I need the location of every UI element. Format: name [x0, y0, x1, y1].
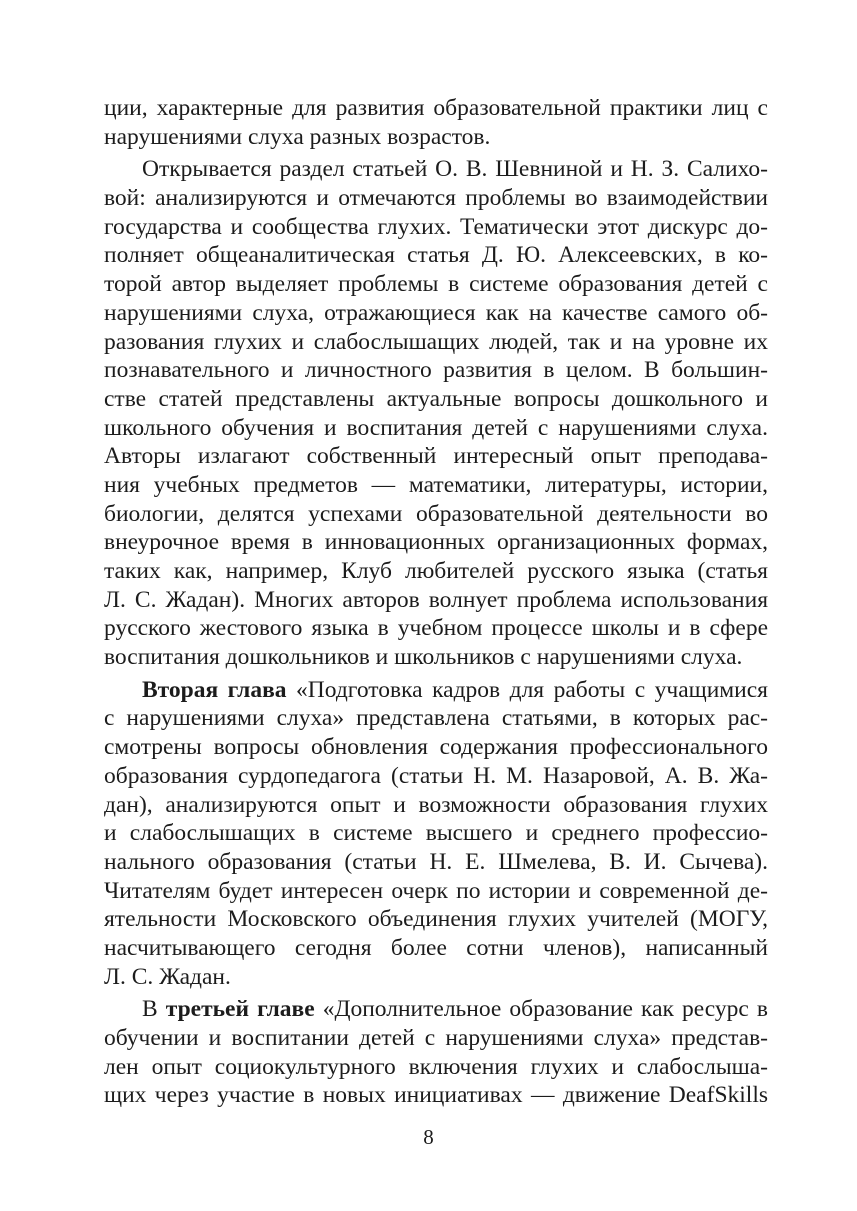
text-line: нарушениями слуха, отражающиеся как на качестве самого об-: [104, 299, 768, 326]
text-line: стве статей представлены актуальные вопросы дошкольного и: [104, 385, 768, 412]
text-line: полняет общеаналитическая статья Д. Ю. Алексеевских, в ко-: [104, 242, 768, 269]
text-line: ции, характерные для развития образовательной практики лиц с: [104, 95, 768, 121]
text-line: таких как, например, Клуб любителей русского языка (статья: [104, 558, 768, 584]
text-line: Открывается раздел статьей О. В. Шевниной и Н. З. Салихо-: [142, 156, 768, 183]
text-run: В: [142, 996, 166, 1023]
text-line: нального образования (статьи Н. Е. Шмелева, В. И. Сычева).: [104, 848, 768, 875]
text-line: русского жестового языка в учебном процессе школы и в сфере: [104, 615, 768, 642]
body-text: [104, 94, 768, 1110]
paragraph: [104, 155, 768, 671]
text-line: и слабослышащих в системе высшего и среднего профессио-: [104, 820, 768, 847]
paragraph: [104, 94, 768, 151]
text-line: торой автор выделяет проблемы в системе образования детей с: [104, 271, 768, 298]
text-line: нарушениями слуха разных возрастов.: [104, 123, 491, 150]
text-line: разования глухих и слабослышащих людей, так и на уровне их: [104, 328, 768, 355]
text-line: с нарушениями слуха» представлена статьями, в которых рас-: [104, 705, 768, 732]
text-line: смотрены вопросы обновления содержания профессионального: [104, 734, 768, 761]
text-line: [104, 995, 768, 1024]
text-line: вой: анализируются и отмечаются проблемы во взаимодействии: [104, 185, 768, 212]
text-run: «Подготовка кадров для работы с учащимися: [286, 676, 768, 703]
paragraph: [104, 995, 768, 1110]
text-line: Л. С. Жадан). Многих авторов волнует проблема использования: [104, 586, 768, 613]
text-run: «Дополнительное образование как ресурс в: [314, 996, 768, 1023]
paragraph: [104, 676, 768, 992]
text-line: Л. С. Жадан.: [104, 963, 231, 990]
bold-phrase: третьей главе: [165, 996, 315, 1023]
bold-phrase: Вторая глава: [142, 676, 287, 703]
text-line: ятельности Московского объединения глухих учителей (МОГУ,: [104, 906, 768, 933]
text-line: биологии, делятся успехами образовательной деятельности во: [104, 500, 768, 527]
text-line: обучении и воспитании детей с нарушениями слуха» представ-: [104, 1025, 768, 1051]
text-line: Читателям будет интересен очерк по истории и современной де-: [104, 877, 768, 904]
text-line: насчитывающего сегодня более сотни членов), написанный: [104, 934, 768, 961]
text-line: щих через участие в новых инициативах — движение DeafSkills: [104, 1082, 768, 1109]
page-number: 8: [423, 1125, 434, 1149]
text-line: [104, 676, 768, 705]
text-line: ния учебных предметов — математики, литературы, истории,: [104, 471, 768, 498]
text-line: школьного обучения и воспитания детей с нарушениями слуха.: [104, 414, 768, 441]
text-line: Авторы излагают собственный интересный опыт преподава-: [104, 443, 768, 470]
text-line: познавательного и личностного развития в целом. В большин-: [104, 357, 768, 384]
text-line: внеурочное время в инновационных организационных формах,: [104, 529, 768, 556]
text-line: дан), анализируются опыт и возможности образования глухих: [104, 791, 768, 818]
text-line: образования сурдопедагога (статьи Н. М. Назаровой, А. В. Жа-: [104, 762, 768, 789]
text-line: лен опыт социокультурного включения глухих и слабослыша-: [104, 1053, 768, 1080]
text-line: воспитания дошкольников и школьников с нарушениями слуха.: [104, 644, 743, 671]
text-line: государства и сообщества глухих. Тематически этот дискурс до-: [104, 213, 768, 240]
